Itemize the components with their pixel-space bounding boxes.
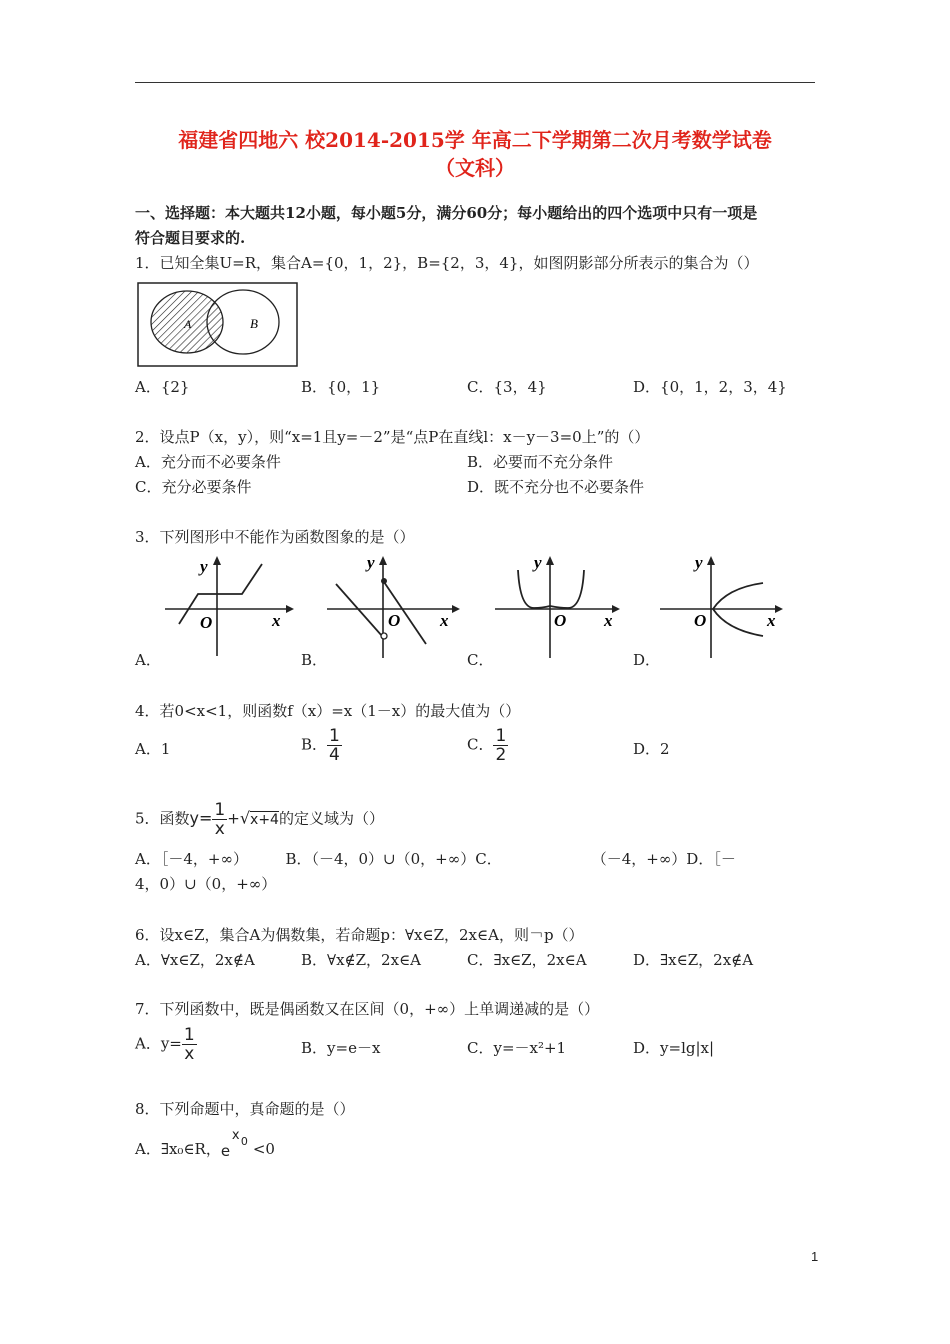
q6-option-d: D．∃x∈Z，2x∉A [633,951,754,969]
axis-y-label: y [534,553,542,572]
radical-sign: √ [239,808,251,828]
axis-y-label: y [695,553,703,572]
axis-origin-label: O [554,611,567,630]
exp-subscript: 0 [240,1135,248,1148]
fraction-numerator: 1 [183,1025,195,1045]
q1-option-b: B．{0，1} [301,378,381,396]
q4-option-d: D．2 [633,740,670,758]
q3-graph-a [160,548,300,660]
q3-stem: 3．下列图形中不能作为函数图象的是（） [135,528,415,546]
page-number: 1 [811,1249,819,1264]
axis-x-label: x [604,611,613,630]
q8-option-a-label: A．∃x₀∈R， [135,1140,221,1158]
q5-stem-suffix: 的定义域为（） [278,809,384,828]
q5-plus: + [227,809,240,828]
q8-option-a-suffix: <0 [252,1140,275,1158]
q7-option-a-label: A．y= [135,1034,182,1053]
q5-radicand: x+4 [250,811,279,828]
q8-exponential [220,1128,253,1160]
q7-option-a [135,1026,197,1063]
q3-option-d: D． [633,651,661,669]
q6-option-a: A．∀x∈Z，2x∉A [135,951,255,969]
q2-option-a: A．充分而不必要条件 [135,453,281,471]
axis-x-label: x [440,611,449,630]
q2-option-b: B．必要而不充分条件 [467,453,614,471]
q5-stem [135,801,384,838]
q2-stem: 2．设点P（x，y），则“x=1且y=－2”是“点P在直线l：x－y－3=0上”的（） [135,428,650,446]
axis-origin-label: O [388,611,401,630]
q3-option-a: A． [135,651,161,669]
fraction-numerator: 1 [495,726,507,746]
page-subtitle: （文科） [435,156,515,180]
fraction-denominator: x [214,819,225,839]
venn-label-a: A [184,317,192,331]
axis-x-label: x [272,611,281,630]
axis-y-label: y [367,553,375,572]
q4-option-b-label: B． [301,735,328,754]
exp-superscript: x [231,1128,240,1143]
fraction-denominator: x [184,1044,195,1064]
axis-origin-label: O [200,613,213,632]
q1-option-d: D．{0，1，2，3，4} [633,378,787,396]
exp-base: e [220,1142,231,1160]
q5-options-line2: 4，0）∪（0，+∞） [135,875,277,893]
venn-label-b: B [250,316,258,331]
q3-option-c: C． [467,651,494,669]
q7-option-c: C．y=－x²+1 [467,1039,567,1057]
fraction-denominator: 2 [495,745,507,765]
q4-option-a: A．1 [135,740,171,758]
q6-option-b: B．∀x∉Z，2x∈A [301,951,422,969]
page-title: 福建省四地六 校2014-2015学 年高二下学期第二次月考数学试卷 [178,128,772,152]
q1-option-a: A．{2} [135,378,190,396]
axis-origin-label: O [694,611,707,630]
q5-fraction [212,801,227,838]
axis-y-label: y [200,557,208,576]
q7-option-a-fraction [182,1026,197,1063]
q1-stem: 1．已知全集U=R，集合A={0，1，2}，B={2，3，4}，如图阴影部分所表示的集合为（） [135,254,759,272]
q3-graph-d [655,548,795,660]
fraction-numerator: 1 [329,726,340,746]
q7-option-d: D．y=lg|x| [633,1039,715,1057]
q3-graph-c [490,548,632,660]
q2-option-c: C．充分必要条件 [135,478,252,496]
q4-option-c-fraction [493,727,508,764]
q1-venn-diagram [137,282,299,368]
q8-stem: 8．下列命题中，真命题的是（） [135,1100,355,1118]
fraction-numerator: 1 [214,800,226,820]
q4-option-c-label: C． [467,735,494,754]
q8-option-a [135,1128,275,1160]
q4-option-c [467,727,508,764]
q4-option-b-fraction [327,727,342,764]
q5-options-line1: A．［－4，+∞） B．（－4，0）∪（0，+∞）C． （－4，+∞）D．［－ [135,850,736,868]
q7-option-b: B．y=e－x [301,1039,381,1057]
q5-function-y: y= [189,808,213,828]
q3-option-b: B． [301,651,328,669]
section-heading-cont: 符合题目要求的. [135,229,246,247]
header-rule [135,82,815,83]
q6-option-c: C．∃x∈Z，2x∈A [467,951,587,969]
section-heading: 一、选择题：本大题共12小题，每小题5分，满分60分；每小题给出的四个选项中只有一项是 [135,204,758,222]
q4-stem: 4．若0<x<1，则函数f（x）=x（1－x）的最大值为（） [135,702,521,720]
fraction-denominator: 4 [329,745,340,765]
q1-option-c: C．{3，4} [467,378,547,396]
q6-stem: 6．设x∈Z，集合A为偶数集，若命题p：∀x∈Z，2x∈A，则￢p（） [135,926,584,944]
axis-x-label: x [767,611,776,630]
q2-option-d: D．既不充分也不必要条件 [467,478,645,496]
q7-stem: 7．下列函数中，既是偶函数又在区间（0，+∞）上单调递减的是（） [135,1000,600,1018]
q5-stem-prefix: 5．函数 [135,809,190,828]
q4-option-b [301,727,342,764]
q3-graph-b [322,548,467,660]
